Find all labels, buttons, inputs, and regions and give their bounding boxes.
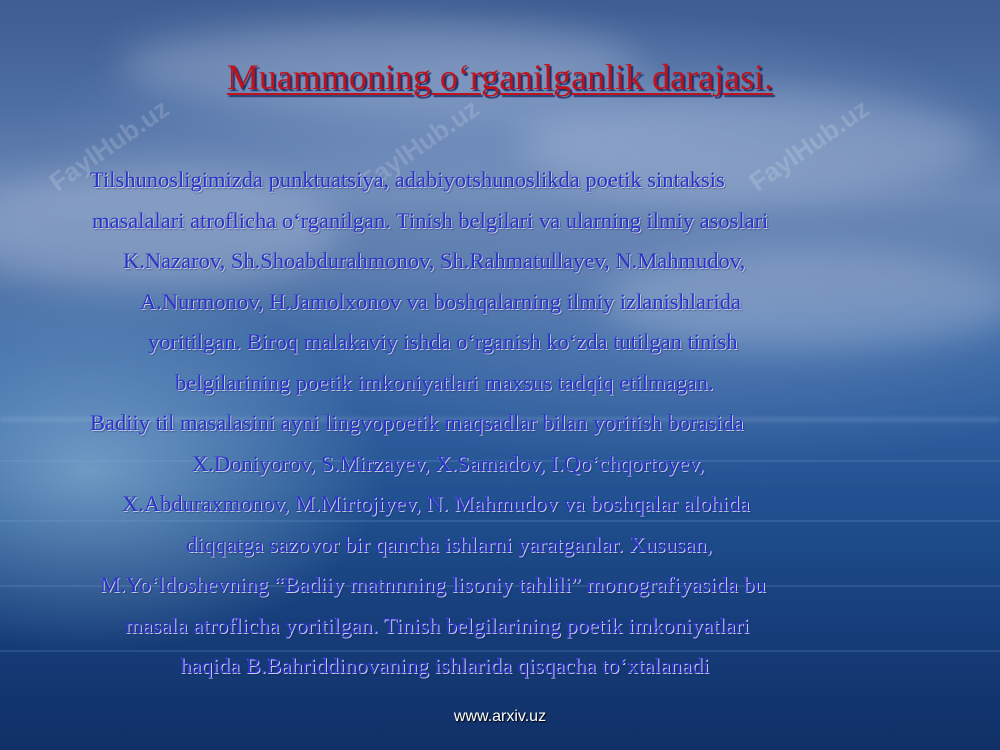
slide-title: Muammoning o‘rganilganlik darajasi. <box>226 57 774 97</box>
body-line: diqqatga sazovor bir qancha ishlarni yaratganlar. Xususan, <box>186 531 713 557</box>
body-line: masala atroflicha yoritilgan. Tinish belgilarining poetik imkoniyatlari <box>125 612 750 638</box>
watermark-text: FaylHub.uz <box>743 93 875 198</box>
body-line: belgilarining poetik imkoniyatlari maxsus tadqiq etilmagan. <box>175 369 714 395</box>
watermark-text: FaylHub.uz <box>43 93 175 198</box>
body-line: masalalari atroflicha o‘rganilgan. Tinish belgilari va ularning ilmiy asoslari <box>92 207 769 233</box>
body-line: Badiiy til masalasini ayni lingvopoetik maqsadlar bilan yoritish borasida <box>90 410 744 435</box>
body-line: M.Yo‘ldoshevning “Badiiy matnnning lisoniy tahlili” monografiyasida bu <box>100 572 766 597</box>
footer-link[interactable]: www.arxiv.uz <box>453 708 547 725</box>
body-line: Tilshunosligimizda punktuatsiya, adabiyotshunoslikda poetik sintaksis <box>90 167 725 192</box>
body-line: haqida B.Bahriddinovaning ishlarida qisqacha to‘xtalanadi <box>180 653 710 678</box>
body-line: A.Nurmonov, H.Jamolxonov va boshqalarning ilmiy izlanishlarida <box>140 288 741 314</box>
body-line: yoritilgan. Biroq malakaviy ishda o‘rganish ko‘zda tutilgan tinish <box>148 329 738 354</box>
body-line: K.Nazarov, Sh.Shoabdurahmonov, Sh.Rahmatullayev, N.Mahmudov, <box>123 248 746 273</box>
slide-body <box>60 160 960 687</box>
body-line: X.Doniyorov, S.Mirzayev, X.Samadov, I.Qo‘chqortoyev, <box>192 450 705 476</box>
watermark-text: FaylHub.uz <box>353 93 485 198</box>
body-line: X.Abduraxmonov, M.Mirtojiyev, N. Mahmudov va boshqalar alohida <box>122 491 750 516</box>
